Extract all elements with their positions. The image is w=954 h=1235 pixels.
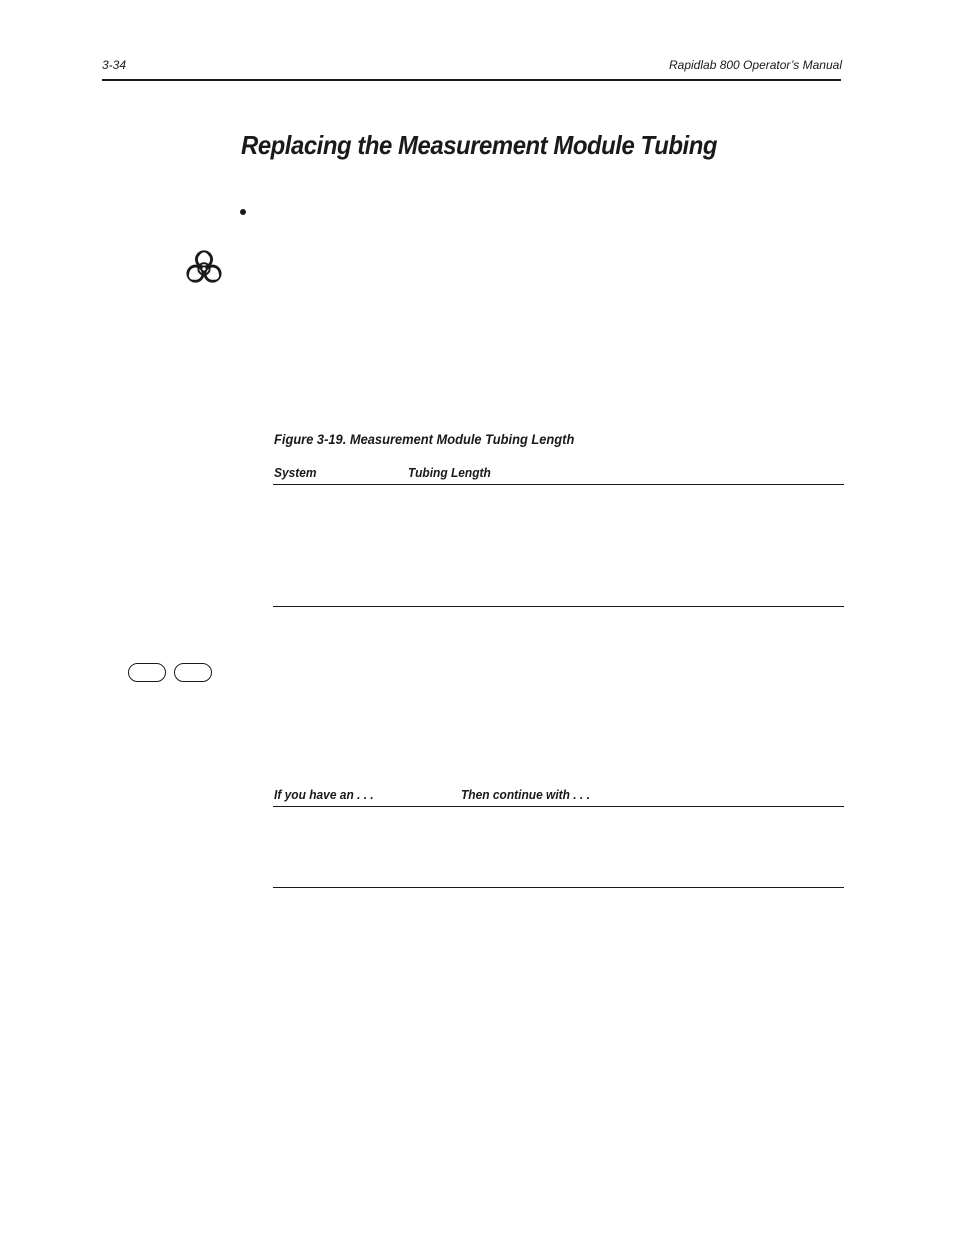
tubing-table-bottom-rule — [273, 606, 844, 607]
continue-table-header-then: Then continue with . . . — [461, 787, 590, 802]
running-head: Rapidlab 800 Operator’s Manual — [669, 58, 842, 72]
tubing-table-top-rule — [273, 484, 844, 485]
header-rule — [102, 79, 841, 81]
continue-table-bottom-rule — [273, 887, 844, 888]
figure-caption: Figure 3-19. Measurement Module Tubing Length — [274, 431, 575, 447]
page-number: 3-34 — [102, 58, 127, 72]
section-title: Replacing the Measurement Module Tubing — [241, 130, 718, 160]
tubing-table-header-system: System — [274, 465, 317, 480]
bullet-marker — [240, 209, 246, 215]
continue-table-header-if: If you have an . . . — [274, 787, 374, 802]
key-outline-icon — [128, 663, 166, 682]
tubing-table-header-length: Tubing Length — [408, 465, 491, 480]
key-outline-icon — [174, 663, 212, 682]
biohazard-icon — [185, 249, 223, 285]
continue-table-top-rule — [273, 806, 844, 807]
